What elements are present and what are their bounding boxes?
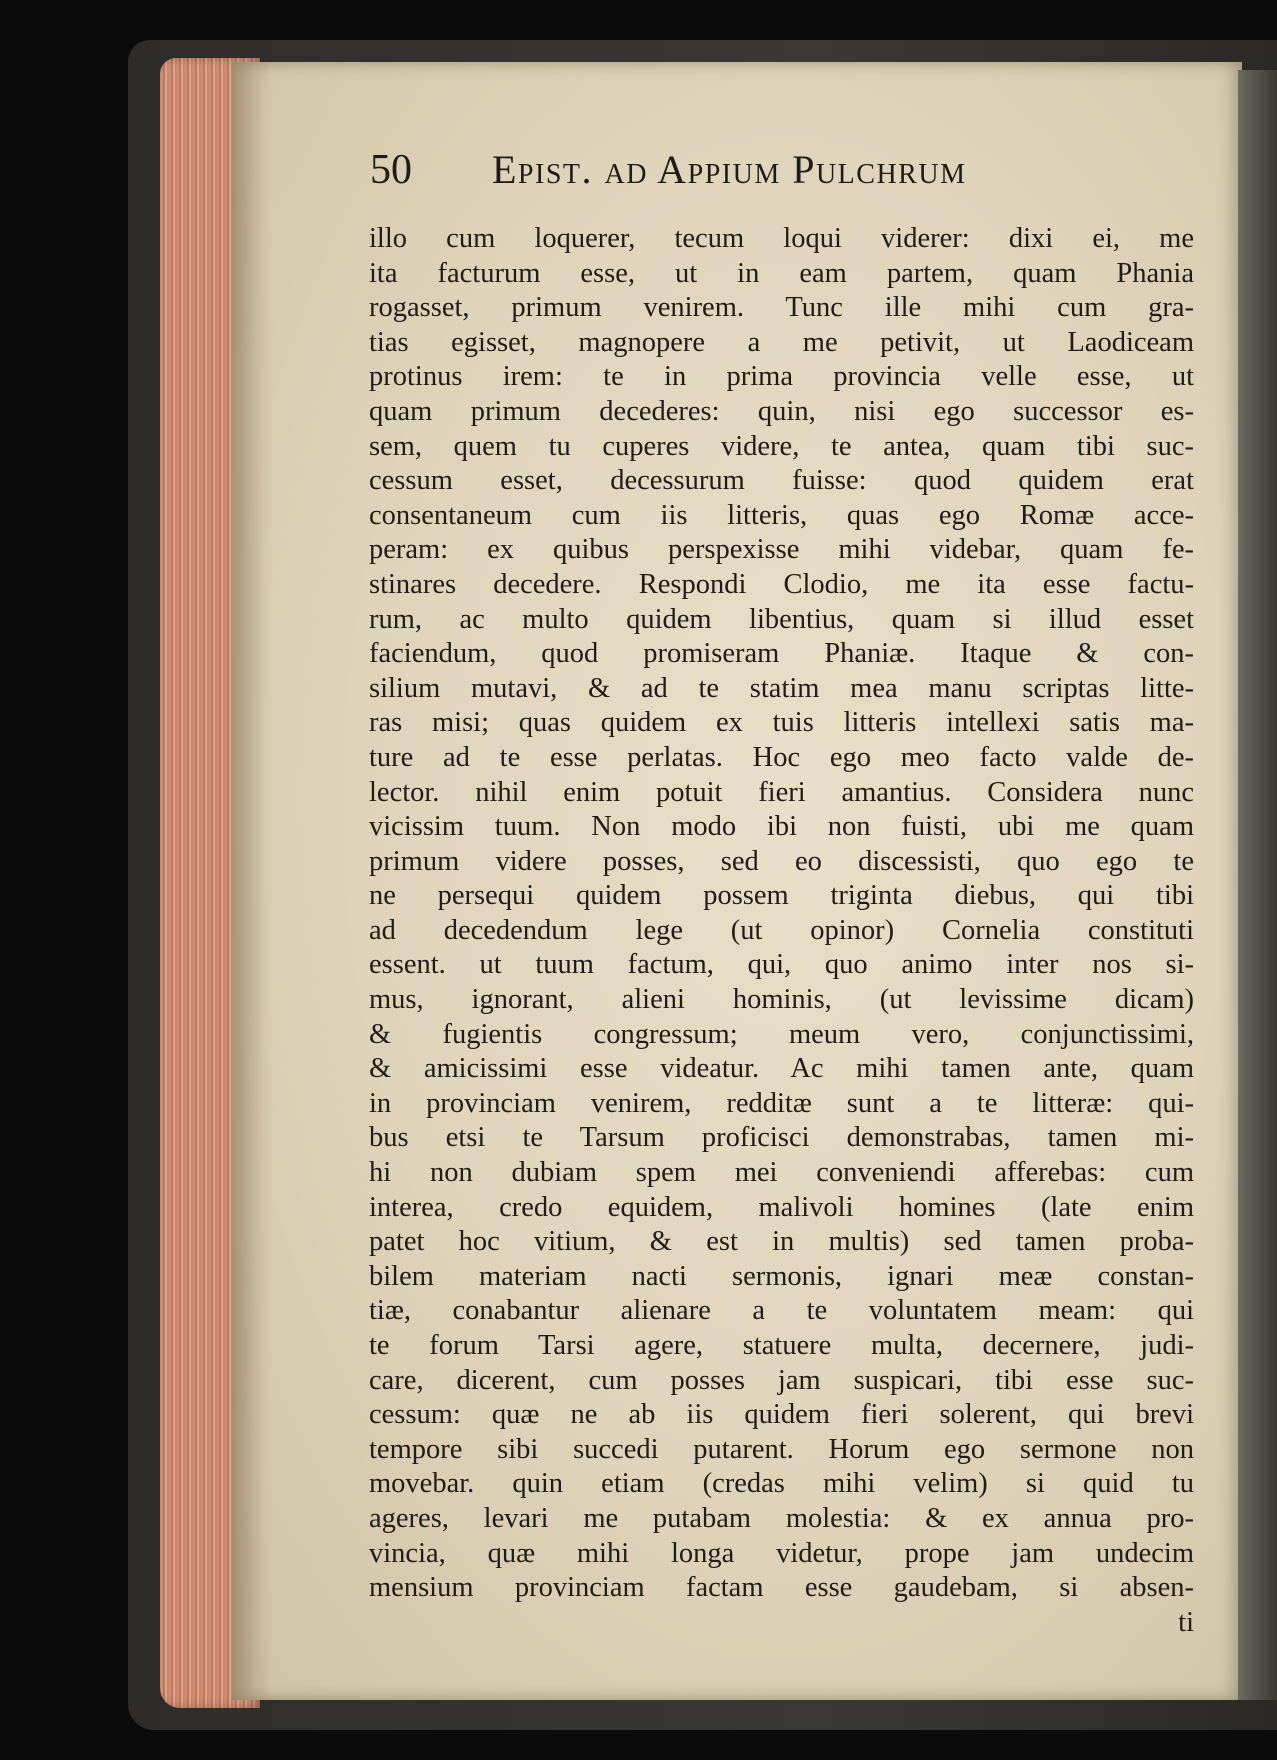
- text-line: sem, quem tu cuperes videre, te antea, quam tibi suc-: [369, 430, 1194, 462]
- text-line: vincia, quæ mihi longa videtur, prope jam undecim: [369, 1537, 1194, 1569]
- text-line: ad decedendum lege (ut opinor) Cornelia constituti: [369, 914, 1194, 946]
- text-line: protinus irem: te in prima provincia velle esse, ut: [369, 361, 1194, 393]
- text-line: te forum Tarsi agere, statuere multa, decernere, judi-: [369, 1330, 1194, 1361]
- text-line: faciendum, quod promiseram Phaniæ. Itaque & con-: [369, 638, 1194, 670]
- text-line: ti: [1178, 1606, 1194, 1638]
- text-line: tiæ, conabantur alienare a te voluntatem meam: qui: [369, 1295, 1194, 1327]
- text-line: ageres, levari me putabam molestia: & ex annua pro-: [369, 1502, 1194, 1534]
- text-line: quam primum decederes: quin, nisi ego successor es-: [369, 395, 1194, 427]
- body-text: [369, 222, 1194, 1640]
- text-line: bus etsi te Tarsum proficisci demonstrabas, tamen mi-: [369, 1122, 1194, 1154]
- text-line: peram: ex quibus perspexisse mihi videbar, quam fe-: [369, 534, 1194, 566]
- text-line: movebar. quin etiam (credas mihi velim) si quid tu: [369, 1468, 1194, 1500]
- text-line: silium mutavi, & ad te statim mea manu scriptas litte-: [369, 672, 1194, 704]
- text-line: cessum: quæ ne ab iis quidem fieri solerent, qui brevi: [369, 1399, 1194, 1431]
- text-line: care, dicerent, cum posses jam suspicari, tibi esse suc-: [369, 1364, 1194, 1396]
- text-line: mensium provinciam factam esse gaudebam, si absen-: [369, 1572, 1194, 1604]
- text-line: tias egisset, magnopere a me petivit, ut Laodiceam: [369, 326, 1194, 358]
- text-line: & fugientis congressum; meum vero, conjunctissimi,: [369, 1018, 1194, 1050]
- text-line: vicissim tuum. Non modo ibi non fuisti, ubi me quam: [369, 811, 1194, 843]
- right-page-edge: [1238, 70, 1277, 1700]
- page-header: [370, 142, 1100, 198]
- text-line: consentaneum cum iis litteris, quas ego Romæ acce-: [369, 499, 1194, 531]
- page-number: 50: [370, 147, 412, 193]
- text-line: rogasset, primum venirem. Tunc ille mihi cum gra-: [369, 292, 1194, 324]
- text-line: essent. ut tuum factum, qui, quo animo inter nos si-: [369, 949, 1194, 981]
- text-line: interea, credo equidem, malivoli homines (late enim: [369, 1191, 1194, 1223]
- text-line: ture ad te esse perlatas. Hoc ego meo facto valde de-: [369, 741, 1194, 773]
- text-line: stinares decedere. Respondi Clodio, me ita esse factu-: [369, 568, 1194, 600]
- text-line: ita facturum esse, ut in eam partem, quam Phania: [369, 257, 1194, 289]
- text-line: ras misi; quas quidem ex tuis litteris intellexi satis ma-: [369, 707, 1194, 739]
- text-line: hi non dubiam spem mei conveniendi afferebas: cum: [369, 1157, 1194, 1189]
- text-line: rum, ac multo quidem libentius, quam si illud esset: [369, 603, 1194, 635]
- text-line: primum videre posses, sed eo discessisti, quo ego te: [369, 845, 1194, 877]
- running-title: Epist. ad Appium Pulchrum: [492, 147, 967, 192]
- gutter-shadow: [232, 62, 272, 1700]
- text-line: patet hoc vitium, & est in multis) sed tamen proba-: [369, 1226, 1194, 1258]
- text-line: ne persequi quidem possem triginta diebus, qui tibi: [369, 880, 1194, 912]
- text-line: lector. nihil enim potuit fieri amantius. Considera nunc: [369, 776, 1194, 808]
- text-line: mus, ignorant, alieni hominis, (ut levissime dicam): [369, 984, 1194, 1016]
- text-line: cessum esset, decessurum fuisse: quod quidem erat: [369, 465, 1194, 497]
- text-line: & amicissimi esse videatur. Ac mihi tamen ante, quam: [369, 1053, 1194, 1085]
- text-line: bilem materiam nacti sermonis, ignari meæ constan-: [369, 1260, 1194, 1292]
- text-line: in provinciam venirem, redditæ sunt a te litteræ: qui-: [369, 1087, 1194, 1119]
- text-line: illo cum loquerer, tecum loqui viderer: dixi ei, me: [369, 223, 1194, 254]
- text-line: tempore sibi succedi putarent. Horum ego sermone non: [369, 1433, 1194, 1465]
